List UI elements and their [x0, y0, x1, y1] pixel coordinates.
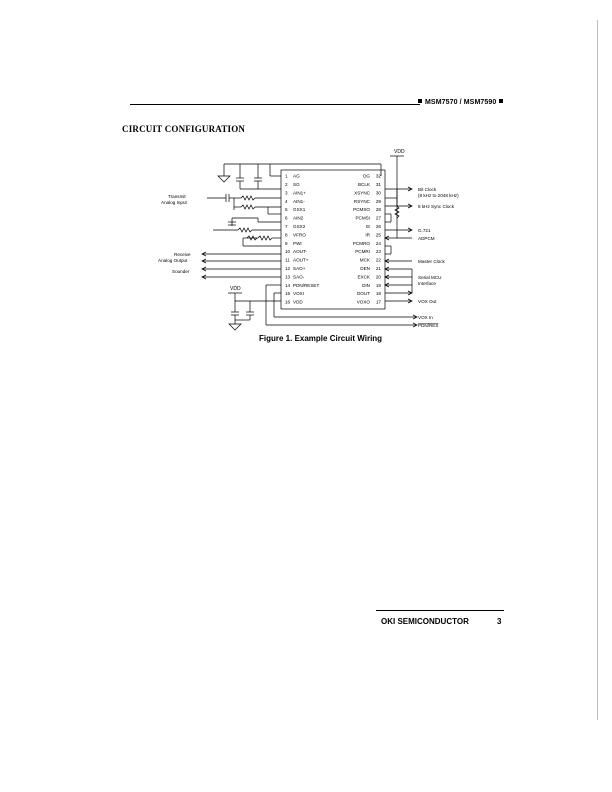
- pin-number: 20: [375, 274, 381, 280]
- pin-name: XSYNC: [354, 190, 370, 196]
- sounder-label: Sounder: [172, 269, 190, 274]
- pin-number: 8: [285, 232, 288, 238]
- analog-input-label: Analog Input: [161, 200, 187, 205]
- pin-name: AOUT-: [293, 249, 308, 255]
- adpcm-label: ADPCM: [418, 236, 435, 241]
- pin-name: AOUT+: [293, 257, 309, 263]
- pin-number: 11: [285, 257, 290, 263]
- transmit-label: Transmit: [168, 194, 186, 199]
- pin-number: 1: [285, 173, 288, 179]
- pin-number: 2: [285, 182, 288, 187]
- pin-number: 22: [375, 257, 381, 263]
- receive-label: Receive: [174, 252, 191, 257]
- sync-clock-label: 8 kHz Sync Clock: [418, 204, 454, 209]
- pin-name: DOUT: [356, 291, 370, 297]
- pin-name: PDN/RESET: [293, 282, 320, 288]
- pin-number: 31: [375, 182, 381, 187]
- resistor-icon: [241, 196, 255, 200]
- pin-name: SAO+: [293, 266, 306, 271]
- pin-name: AIN1+: [293, 190, 306, 196]
- pin-number: 23: [375, 249, 381, 255]
- analog-output-label: Analog Output: [158, 258, 188, 263]
- pin-name: PCMSI: [355, 215, 370, 221]
- pin-name: GSX1: [293, 207, 306, 213]
- pin-number: 13: [285, 274, 291, 280]
- pin-name: MCK: [359, 257, 370, 263]
- g721-label: G.721: [418, 228, 431, 233]
- pin-name: PWI: [293, 240, 302, 246]
- pin-name: BCLK: [357, 182, 370, 187]
- pin-number: 10: [285, 249, 291, 255]
- footer-rule: [376, 610, 504, 611]
- pin-name: IR: [365, 232, 370, 238]
- pin-name: RSYNC: [353, 198, 370, 204]
- right-pin-group: [353, 174, 382, 305]
- pin-name: IS: [365, 224, 370, 229]
- pin-number: 5: [285, 207, 288, 213]
- resistor-icon: [241, 205, 255, 209]
- pdn-reset-label: PDN/RES: [418, 323, 439, 328]
- pin-number: 26: [375, 224, 381, 229]
- pin-number: 12: [285, 266, 291, 271]
- pin-number: 15: [285, 291, 291, 297]
- pin-number: 29: [375, 198, 381, 204]
- pin-name: PCMSO: [353, 207, 370, 213]
- pin-number: 17: [375, 299, 381, 305]
- pin-number: 16: [285, 299, 291, 305]
- left-pin-group: [285, 174, 319, 305]
- pin-name: DG: [363, 173, 370, 179]
- pin-number: 28: [375, 207, 381, 213]
- page-number: 3: [497, 617, 502, 626]
- pin-name: VDD: [293, 299, 303, 305]
- pin-number: 25: [375, 232, 381, 238]
- pin-name: AIN2: [293, 215, 304, 221]
- ground-icon: [218, 176, 230, 182]
- pin-name: DIN: [362, 282, 370, 288]
- pin-number: 21: [375, 266, 381, 271]
- pin-number: 3: [285, 190, 288, 196]
- resistor-icon: [258, 236, 272, 240]
- bit-clock-range-label: (8 kHz to 2048 kHz): [418, 193, 459, 198]
- resistor-icon: [238, 228, 252, 232]
- pin-number: 30: [375, 190, 381, 196]
- interface-label: Interface: [418, 281, 436, 286]
- figure-caption: Figure 1. Example Circuit Wiring: [259, 334, 383, 343]
- pin-number: 4: [285, 198, 288, 204]
- pin-number: 24: [375, 240, 381, 246]
- pin-name: DEN: [360, 266, 370, 271]
- section-title: CIRCUIT CONFIGURATION: [122, 124, 246, 134]
- pin-number: 14: [285, 282, 291, 288]
- vdd-left-label: VDD: [230, 286, 241, 292]
- pin-name: AIN1-: [293, 198, 305, 204]
- pin-name: PCMRI: [355, 249, 370, 255]
- pin-number: 6: [285, 215, 288, 221]
- pin-name: PCMRO: [352, 240, 370, 246]
- ground-icon: [229, 324, 241, 330]
- serial-mcu-label: Serial MCU: [418, 275, 442, 280]
- pin-name: VOXI: [293, 291, 304, 297]
- footer-company: OKI SEMICONDUCTOR: [381, 617, 469, 626]
- pin-number: 18: [375, 291, 381, 297]
- pin-name: EXCK: [357, 274, 370, 280]
- pin-number: 19: [375, 282, 381, 288]
- pin-name: SAO-: [293, 274, 305, 280]
- pin-number: 7: [285, 224, 288, 229]
- header-title: MSM7570 / MSM7590: [425, 99, 497, 106]
- pin-name: VOXO: [356, 299, 370, 305]
- scan-edge-line: [597, 20, 598, 720]
- pin-name: VFRO: [293, 232, 306, 238]
- master-clock-label: Master Clock: [418, 259, 445, 264]
- pin-name: GSX2: [293, 224, 306, 229]
- vox-out-label: VOX Out: [418, 299, 437, 304]
- pin-number: 32: [375, 173, 381, 179]
- pin-name: AG: [293, 173, 300, 179]
- vdd-top-label: VDD: [394, 149, 405, 155]
- pin-number: 9: [285, 240, 288, 246]
- vox-in-label: VOX In: [418, 315, 433, 320]
- bit-clock-label: Bit Clock: [418, 187, 437, 192]
- pin-name: SG: [293, 182, 300, 187]
- pin-number: 27: [375, 215, 381, 221]
